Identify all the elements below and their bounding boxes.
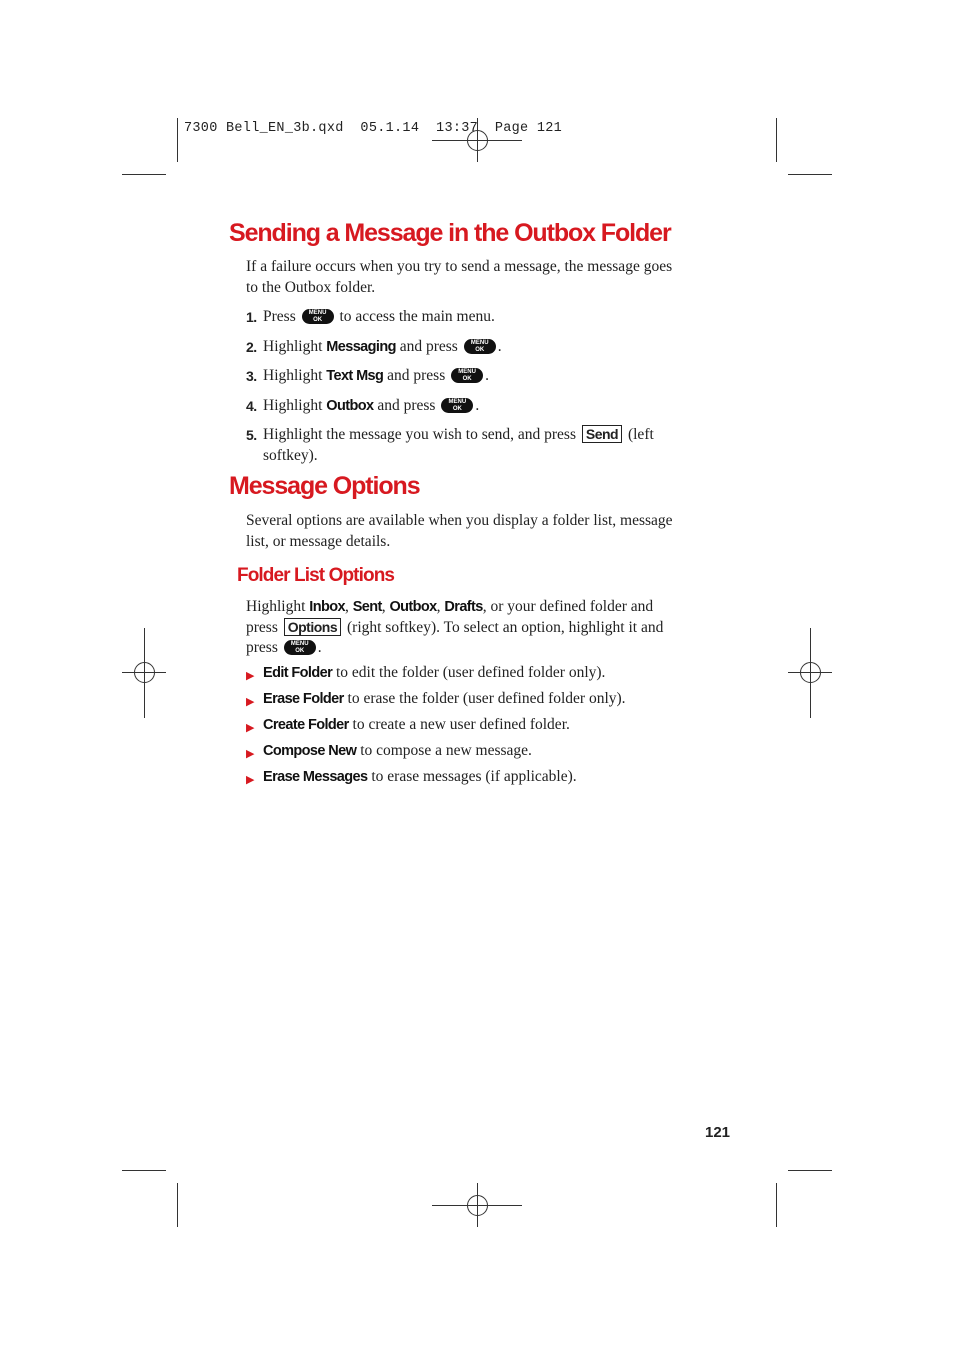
step-text: Highlight <box>263 397 323 414</box>
section-title-message-options: Message Options <box>229 472 420 500</box>
folder-list-options-paragraph: Highlight Inbox, Sent, Outbox, Drafts, or your defined folder and press Options (right softkey). To select an option, highlight it and press MENU OK . <box>246 598 664 656</box>
folder-name: Drafts <box>444 599 483 615</box>
menu-ok-key-icon: MENU OK <box>451 368 483 383</box>
step-number: 1. <box>246 309 257 325</box>
list-item <box>246 715 686 735</box>
list-item <box>246 663 686 683</box>
folder-name: Inbox <box>309 599 345 615</box>
bullet-triangle-icon: ▶ <box>246 695 255 708</box>
bullet-triangle-icon: ▶ <box>246 669 255 682</box>
menu-ok-key-icon: MENU OK <box>441 398 473 413</box>
file-slug: 7300 Bell_EN_3b.qxd 05.1.14 13:37 Page 121 <box>184 121 563 136</box>
bullet-triangle-icon: ▶ <box>246 773 255 786</box>
step-number: 3. <box>246 368 257 384</box>
section-title-outbox: Sending a Message in the Outbox Folder <box>229 219 671 247</box>
option-description: to create a new user defined folder. <box>352 716 570 733</box>
step-text: and press <box>377 397 436 414</box>
subsection-title-folder-list-options: Folder List Options <box>237 565 395 586</box>
step-number: 2. <box>246 339 257 355</box>
option-description: to edit the folder (user defined folder only). <box>336 664 606 681</box>
step-text: Press <box>263 308 296 325</box>
option-name: Erase Folder <box>263 691 344 707</box>
menu-item-name: Messaging <box>326 339 396 355</box>
step-text: to access the main menu. <box>339 308 495 325</box>
step-text: Highlight <box>263 338 323 355</box>
list-item <box>246 741 686 761</box>
step-text: and press <box>387 367 446 384</box>
menu-ok-key-icon: MENU OK <box>302 309 334 324</box>
step-text: . <box>485 367 490 384</box>
option-name: Compose New <box>263 743 357 759</box>
step-number: 5. <box>246 427 257 443</box>
bullet-triangle-icon: ▶ <box>246 747 255 760</box>
step-3 <box>246 366 686 387</box>
step-5 <box>246 425 686 466</box>
step-1 <box>246 307 686 328</box>
option-description: to erase the folder (user defined folder only). <box>347 690 626 707</box>
menu-ok-key-icon: MENU OK <box>284 640 316 655</box>
menu-ok-key-icon: MENU OK <box>464 339 496 354</box>
folder-name: Sent <box>352 599 382 615</box>
list-item <box>246 689 686 709</box>
option-name: Create Folder <box>263 717 349 733</box>
bullet-triangle-icon: ▶ <box>246 721 255 734</box>
step-text: Highlight the message you wish to send, and press <box>263 426 576 443</box>
menu-item-name: Outbox <box>326 398 374 414</box>
list-item <box>246 767 686 787</box>
option-name: Edit Folder <box>263 665 333 681</box>
section-intro-outbox: If a failure occurs when you try to send a message, the message goes to the Outbox folder. <box>246 258 673 296</box>
options-softkey-label: Options <box>284 618 341 636</box>
page-number: 121 <box>705 1124 731 1141</box>
send-softkey-label: Send <box>582 425 622 443</box>
step-text: (left softkey). <box>263 426 654 464</box>
step-4 <box>246 396 686 417</box>
step-text: Highlight <box>263 367 323 384</box>
step-text: . <box>497 338 502 355</box>
folder-name: Outbox <box>389 599 437 615</box>
option-description: to erase messages (if applicable). <box>371 768 577 785</box>
step-2 <box>246 337 686 358</box>
option-name: Erase Messages <box>263 769 368 785</box>
step-text: and press <box>399 338 458 355</box>
section-intro-message-options: Several options are available when you display a folder list, message list, or message details. <box>246 512 673 550</box>
step-number: 4. <box>246 398 257 414</box>
option-description: to compose a new message. <box>360 742 532 759</box>
menu-item-name: Text Msg <box>326 368 384 384</box>
step-text: . <box>475 397 480 414</box>
